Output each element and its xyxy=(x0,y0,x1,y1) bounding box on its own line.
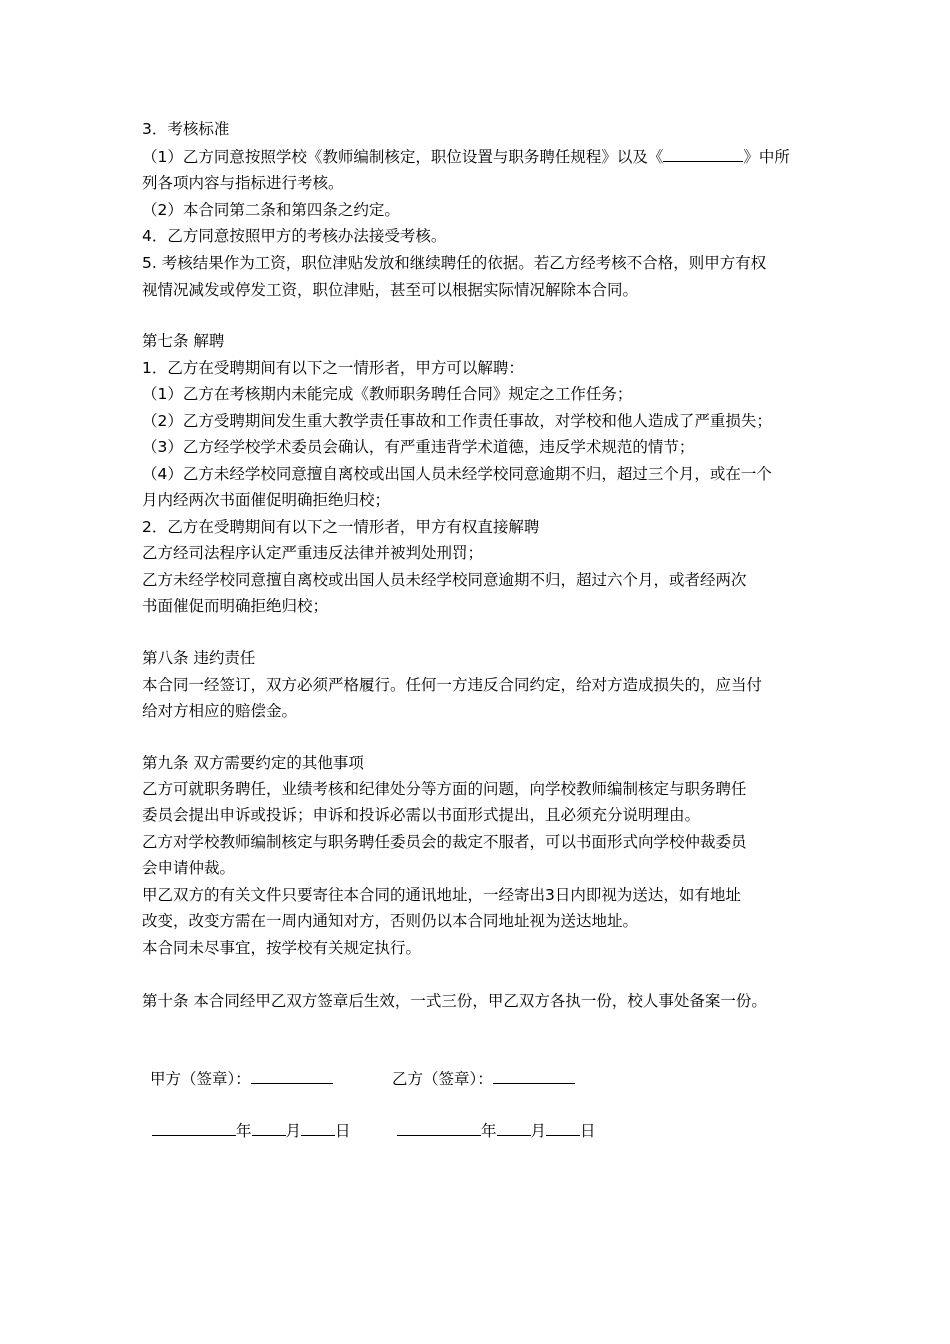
day-label: 日 xyxy=(580,1122,596,1140)
signature-blank xyxy=(493,1067,575,1084)
text-line: （4）乙方未经学校同意擅自离校或出国人员未经学校同意逾期不归，超过三个月，或在一个 xyxy=(142,465,772,483)
text-line: （3）乙方经学校学术委员会确认，有严重违背学术道德，违反学术规范的情节； xyxy=(142,438,695,456)
text-line: 甲乙双方的有关文件只要寄往本合同的通讯地址，一经寄出3日内即视为送达，如有地址 xyxy=(142,886,741,904)
year-label: 年 xyxy=(481,1122,497,1140)
party-a-label: 甲方（签章）： xyxy=(150,1070,251,1088)
text-segment: 》中所 xyxy=(743,148,790,166)
text-line: 会申请仲裁。 xyxy=(142,859,236,877)
text-line: 列各项内容与指标进行考核。 xyxy=(142,174,344,192)
section-heading: 第十条 本合同经甲乙双方签章后生效，一式三份，甲乙双方各执一份，校人事处备案一份。 xyxy=(142,992,767,1010)
text-line: 3．考核标准 xyxy=(142,120,230,138)
text-line: 乙方对学校教师编制核定与职务聘任委员会的裁定不服者，可以书面形式向学校仲裁委员 xyxy=(142,833,747,851)
text-line: 乙方经司法程序认定严重违反法律并被判处刑罚； xyxy=(142,544,484,562)
text-line: 本合同一经签订，双方必须严格履行。任何一方违反合同约定，给对方造成损失的，应当付 xyxy=(142,676,763,694)
text-line: 乙方可就职务聘任，业绩考核和纪律处分等方面的问题，向学校教师编制核定与职务聘任 xyxy=(142,780,747,798)
year-blank xyxy=(397,1119,481,1136)
day-blank xyxy=(301,1119,335,1136)
section-heading: 第九条 双方需要约定的其他事项 xyxy=(142,754,364,772)
party-a-signature-label xyxy=(150,1067,333,1090)
year-label: 年 xyxy=(236,1122,252,1140)
text-line: 4．乙方同意按照甲方的考核办法接受考核。 xyxy=(142,227,447,245)
text-line: 2．乙方在受聘期间有以下之一情形者，甲方有权直接解聘 xyxy=(142,518,540,536)
text-line: 1．乙方在受聘期间有以下之一情形者，甲方可以解聘： xyxy=(142,359,524,377)
year-blank xyxy=(152,1119,236,1136)
text-line: 5. 考核结果作为工资，职位津贴发放和继续聘任的依据。若乙方经考核不合格，则甲方有权 xyxy=(142,254,767,272)
party-a-date xyxy=(152,1119,351,1142)
text-line-with-blank xyxy=(142,145,790,168)
text-line: 改变，改变方需在一周内通知对方，否则仍以本合同地址视为送达地址。 xyxy=(142,912,639,930)
text-line: 本合同未尽事宜，按学校有关规定执行。 xyxy=(142,939,422,957)
text-segment: （1）乙方同意按照学校《教师编制核定，职位设置与职务聘任规程》以及《 xyxy=(142,148,664,166)
month-blank xyxy=(252,1119,286,1136)
text-line: 委员会提出申诉或投诉；申诉和投诉必需以书面形式提出，且必须充分说明理由。 xyxy=(142,806,701,824)
month-blank xyxy=(497,1119,531,1136)
section-heading: 第八条 违约责任 xyxy=(142,649,256,667)
party-b-label: 乙方（签章）： xyxy=(392,1070,493,1088)
text-line: 视情况减发或停发工资，职位津贴，甚至可以根据实际情况解除本合同。 xyxy=(142,281,639,299)
text-line: （2）乙方受聘期间发生重大教学责任事故和工作责任事故，对学校和他人造成了严重损失； xyxy=(142,412,772,430)
text-line: （2）本合同第二条和第四条之约定。 xyxy=(142,201,400,219)
month-label: 月 xyxy=(530,1122,547,1140)
text-line: 乙方未经学校同意擅自离校或出国人员未经学校同意逾期不归，超过六个月，或者经两次 xyxy=(142,571,747,589)
section-heading: 第七条 解聘 xyxy=(142,332,225,350)
party-b-date xyxy=(397,1119,596,1142)
day-blank xyxy=(546,1119,580,1136)
party-b-signature-label xyxy=(392,1067,575,1090)
day-label: 日 xyxy=(335,1122,351,1140)
text-line: 月内经两次书面催促明确拒绝归校； xyxy=(142,491,391,509)
month-label: 月 xyxy=(285,1122,302,1140)
blank-underline xyxy=(663,145,743,162)
signature-blank xyxy=(251,1067,333,1084)
text-line: 给对方相应的赔偿金。 xyxy=(142,702,298,720)
text-line: （1）乙方在考核期内未能完成《教师职务聘任合同》规定之工作任务； xyxy=(142,385,633,403)
text-line: 书面催促而明确拒绝归校； xyxy=(142,597,329,615)
